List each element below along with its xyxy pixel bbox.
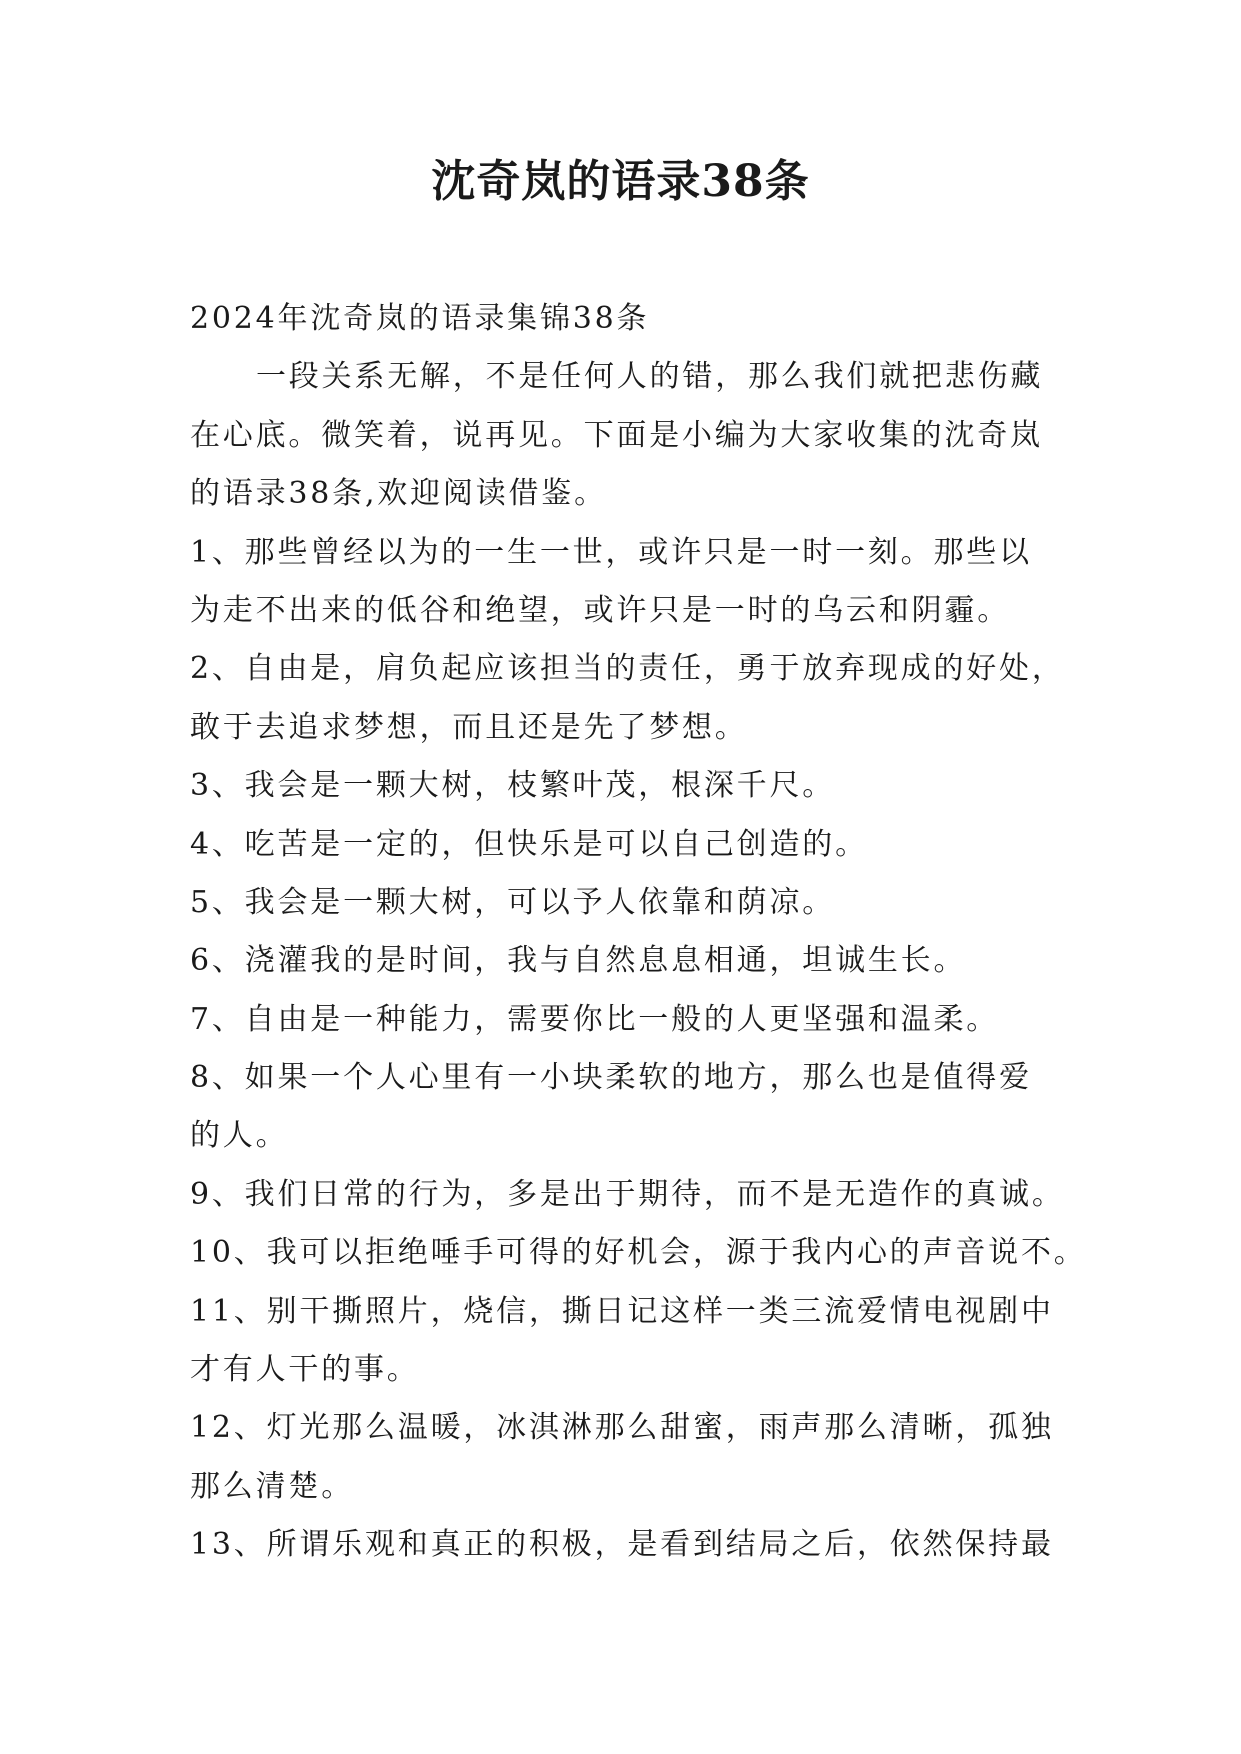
quote-line: 的人。 bbox=[190, 1118, 289, 1154]
quote-line: 13、所谓乐观和真正的积极，是看到结局之后，依然保持最 bbox=[190, 1527, 1054, 1563]
quote-line: 8、如果一个人心里有一小块柔软的地方，那么也是值得爱 bbox=[190, 1060, 1032, 1096]
quote-line: 2、自由是，肩负起应该担当的责任，勇于放弃现成的好处， bbox=[190, 651, 1065, 687]
quote-line: 6、浇灌我的是时间，我与自然息息相通，坦诚生长。 bbox=[190, 943, 967, 979]
quote-line: 3、我会是一颗大树，枝繁叶茂，根深千尺。 bbox=[190, 768, 836, 804]
document-body bbox=[190, 290, 1087, 1575]
intro-line: 一段关系无解，不是任何人的错，那么我们就把悲伤藏 bbox=[256, 359, 1044, 395]
quote-line: 1、那些曾经以为的一生一世，或许只是一时一刻。那些以 bbox=[190, 534, 1032, 570]
intro-line: 在心底。微笑着，说再见。下面是小编为大家收集的沈奇岚 bbox=[190, 417, 1043, 453]
quote-line: 为走不出来的低谷和绝望，或许只是一时的乌云和阴霾。 bbox=[190, 592, 1010, 628]
quote-line: 10、我可以拒绝唾手可得的好机会，源于我内心的声音说不。 bbox=[190, 1235, 1087, 1271]
quote-line: 那么清楚。 bbox=[190, 1468, 354, 1504]
quote-line: 11、别干撕照片，烧信，撕日记这样一类三流爱情电视剧中 bbox=[190, 1293, 1054, 1329]
intro-line: 的语录38条,欢迎阅读借鉴。 bbox=[190, 476, 607, 512]
quote-line: 7、自由是一种能力，需要你比一般的人更坚强和温柔。 bbox=[190, 1001, 1000, 1037]
quote-line: 敢于去追求梦想，而且还是先了梦想。 bbox=[190, 709, 748, 745]
quote-line: 12、灯光那么温暖，冰淇淋那么甜蜜，雨声那么清晰，孤独 bbox=[190, 1410, 1054, 1446]
quote-line: 9、我们日常的行为，多是出于期待，而不是无造作的真诚。 bbox=[190, 1176, 1065, 1212]
quote-line: 才有人干的事。 bbox=[190, 1352, 420, 1388]
document-title: 沈奇岚的语录38条 bbox=[431, 156, 810, 207]
quote-line: 5、我会是一颗大树，可以予人依靠和荫凉。 bbox=[190, 884, 836, 920]
document-subtitle: 2024年沈奇岚的语录集锦38条 bbox=[190, 301, 650, 336]
quote-line: 4、吃苦是一定的，但快乐是可以自己创造的。 bbox=[190, 826, 868, 862]
